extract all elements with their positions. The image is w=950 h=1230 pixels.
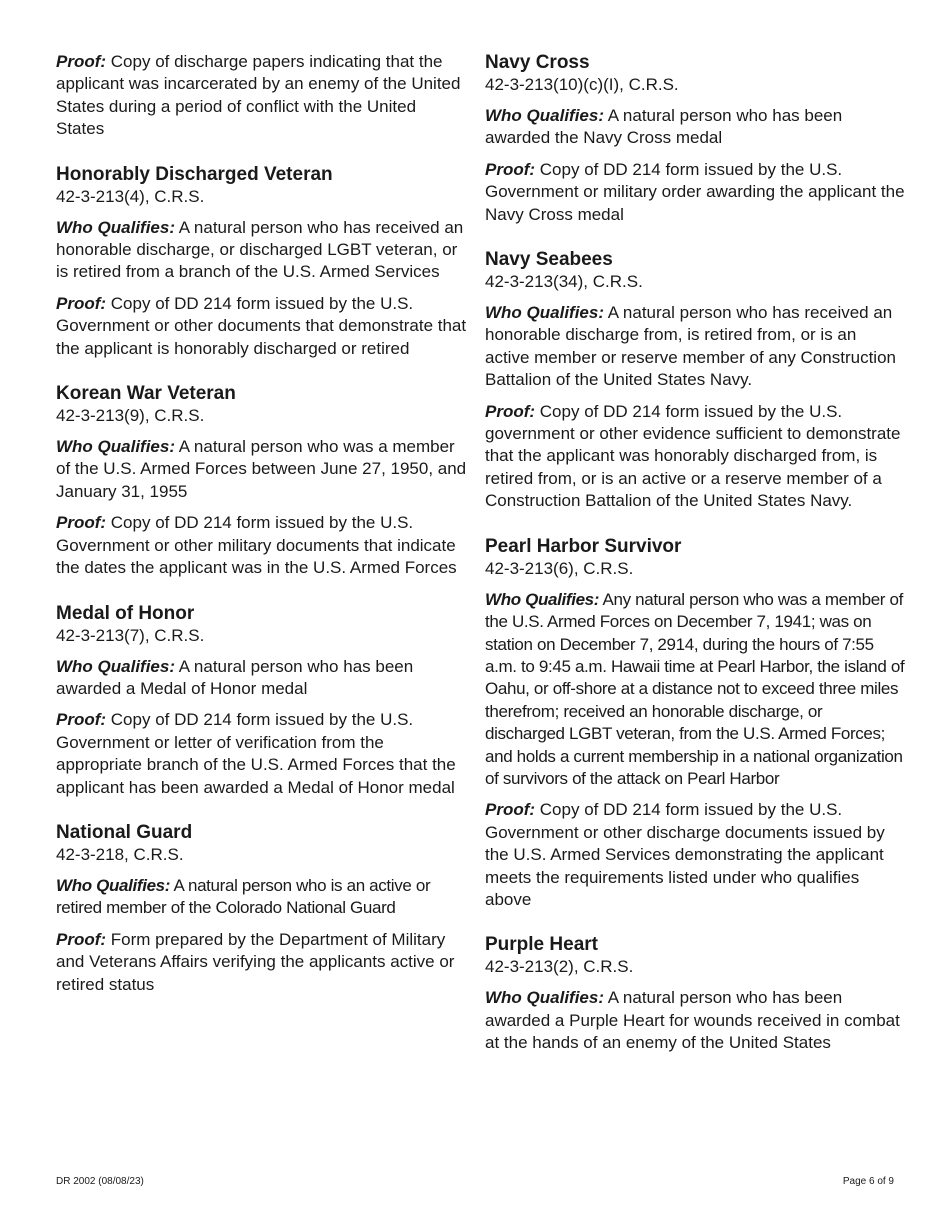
who-qualifies-text: A natural person who has received an honorable discharge from, is retired from, or is an active member or reserve member of any Construction Battalion of the United States Navy. — [485, 303, 896, 390]
section-korean-war-veteran — [56, 382, 468, 579]
who-qualifies-paragraph — [56, 656, 468, 701]
proof-label: Proof: — [56, 710, 107, 730]
statute-citation: 42-3-213(2), C.R.S. — [485, 957, 634, 977]
proof-text: Copy of DD 214 form issued by the U.S. Government or other military documents that indicate the dates the applicant was in the U.S. Armed Forces — [56, 513, 457, 578]
who-qualifies-paragraph — [485, 105, 905, 150]
proof-label: Proof: — [485, 401, 536, 421]
statute-citation: 42-3-213(6), C.R.S. — [485, 558, 634, 578]
section-national-guard — [56, 821, 468, 996]
proof-text: Copy of DD 214 form issued by the U.S. Government or military order awarding the applicant the Navy Cross medal — [485, 159, 905, 224]
proof-label: Proof: — [56, 929, 107, 949]
who-qualifies-text: A natural person who has been awarded a Purple Heart for wounds received in combat at the hands of an enemy of the United States — [485, 988, 900, 1053]
who-qualifies-paragraph — [485, 589, 905, 791]
who-qualifies-text: A natural person who is an active or retired member of the Colorado National Guard — [56, 875, 431, 918]
proof-paragraph — [56, 929, 468, 996]
section-title: Honorably Discharged Veteran — [56, 163, 333, 185]
statute-citation: 42-3-213(9), C.R.S. — [56, 406, 205, 426]
form-number: DR 2002 (08/08/23) — [56, 1176, 144, 1187]
section-pearl-harbor-survivor — [485, 535, 905, 912]
proof-paragraph — [56, 51, 468, 141]
section-title: Medal of Honor — [56, 602, 195, 624]
proof-text: Form prepared by the Department of Military and Veterans Affairs verifying the applicants active or retired status — [56, 929, 455, 994]
who-qualifies-label: Who Qualifies: — [485, 303, 604, 323]
who-qualifies-label: Who Qualifies: — [485, 589, 600, 609]
section-navy-seabees — [485, 248, 905, 513]
section-title: Navy Seabees — [485, 249, 613, 271]
who-qualifies-paragraph — [56, 875, 468, 920]
who-qualifies-label: Who Qualifies: — [56, 217, 175, 237]
who-qualifies-text: Any natural person who was a member of the U.S. Armed Forces on December 7, 1941; was on station on December 7, 2914, during the hours of 7:55 a.m. to 9:45 a.m. Hawaii time at Pearl Harbor, the island of Oahu, or off-shore at a distance not to exceed three miles therefrom; received an honorable discharge, or discharged LGBT veteran, from the U.S. Armed Forces; and holds a current membership in a national organization of survivors of the attack on Pearl Harbor — [485, 589, 905, 788]
who-qualifies-label: Who Qualifies: — [485, 988, 604, 1008]
proof-label: Proof: — [56, 52, 107, 71]
who-qualifies-paragraph — [56, 217, 468, 284]
who-qualifies-paragraph — [56, 436, 468, 503]
proof-label: Proof: — [56, 293, 107, 313]
proof-paragraph — [56, 293, 468, 360]
who-qualifies-paragraph — [485, 987, 905, 1054]
proof-label: Proof: — [56, 513, 107, 533]
section-title: Navy Cross — [485, 52, 590, 73]
statute-citation: 42-3-213(10)(c)(I), C.R.S. — [485, 75, 679, 94]
proof-text: Copy of DD 214 form issued by the U.S. Government or letter of verification from the appropriate branch of the U.S. Armed Forces that the applicant has been awarded a Medal of Honor medal — [56, 710, 456, 797]
who-qualifies-text: A natural person who was a member of the U.S. Armed Forces between June 27, 1950, and January 31, 1955 — [56, 437, 467, 501]
proof-paragraph — [56, 709, 468, 799]
proof-paragraph — [56, 512, 468, 579]
section-medal-of-honor — [56, 602, 468, 799]
proof-text: Copy of DD 214 form issued by the U.S. government or other evidence sufficient to demonstrate that the applicant was honorably discharged from, is retired from, or is an active or a reserve member of a Construction Battalion of the United States Navy. — [485, 401, 901, 511]
who-qualifies-text: A natural person who has received an honorable discharge, or discharged LGBT veteran, or is retired from a branch of the U.S. Armed Services — [56, 217, 464, 282]
proof-label: Proof: — [485, 159, 536, 179]
who-qualifies-label: Who Qualifies: — [56, 437, 175, 457]
right-column — [485, 51, 905, 1077]
statute-citation: 42-3-213(7), C.R.S. — [56, 625, 205, 645]
proof-text: Copy of DD 214 form issued by the U.S. Government or other discharge documents issued by the U.S. Armed Services demonstrating the applicant meets the requirements listed under who qualifies above — [485, 800, 885, 909]
proof-text: Copy of DD 214 form issued by the U.S. Government or other documents that demonstrate that the applicant is honorably discharged or retired — [56, 293, 467, 358]
proof-text: Copy of discharge papers indicating that the applicant was incarcerated by an enemy of the United States during a period of conflict with the United States — [56, 52, 461, 139]
page-number: Page 6 of 9 — [842, 1176, 894, 1187]
left-column — [56, 51, 468, 1018]
section-navy-cross — [485, 51, 905, 226]
who-qualifies-text: A natural person who has been awarded a Medal of Honor medal — [56, 656, 414, 698]
statute-citation: 42-3-218, C.R.S. — [56, 844, 184, 864]
who-qualifies-text: A natural person who has been awarded the Navy Cross medal — [485, 106, 843, 148]
proof-paragraph — [485, 159, 905, 226]
section-title: Pearl Harbor Survivor — [485, 535, 682, 557]
proof-label: Proof: — [485, 800, 536, 820]
statute-citation: 42-3-213(4), C.R.S. — [56, 186, 205, 206]
statute-citation: 42-3-213(34), C.R.S. — [485, 272, 643, 292]
proof-paragraph — [485, 401, 905, 513]
who-qualifies-label: Who Qualifies: — [485, 106, 604, 125]
section-title: National Guard — [56, 821, 193, 843]
section-title: Purple Heart — [485, 934, 598, 956]
section-title: Korean War Veteran — [56, 383, 236, 405]
proof-paragraph — [485, 799, 905, 911]
who-qualifies-label: Who Qualifies: — [56, 875, 171, 895]
section-purple-heart — [485, 933, 905, 1054]
incarcerated-proof-block — [56, 51, 468, 141]
who-qualifies-paragraph — [485, 302, 905, 392]
section-honorably-discharged-veteran — [56, 163, 468, 360]
who-qualifies-label: Who Qualifies: — [56, 656, 175, 676]
